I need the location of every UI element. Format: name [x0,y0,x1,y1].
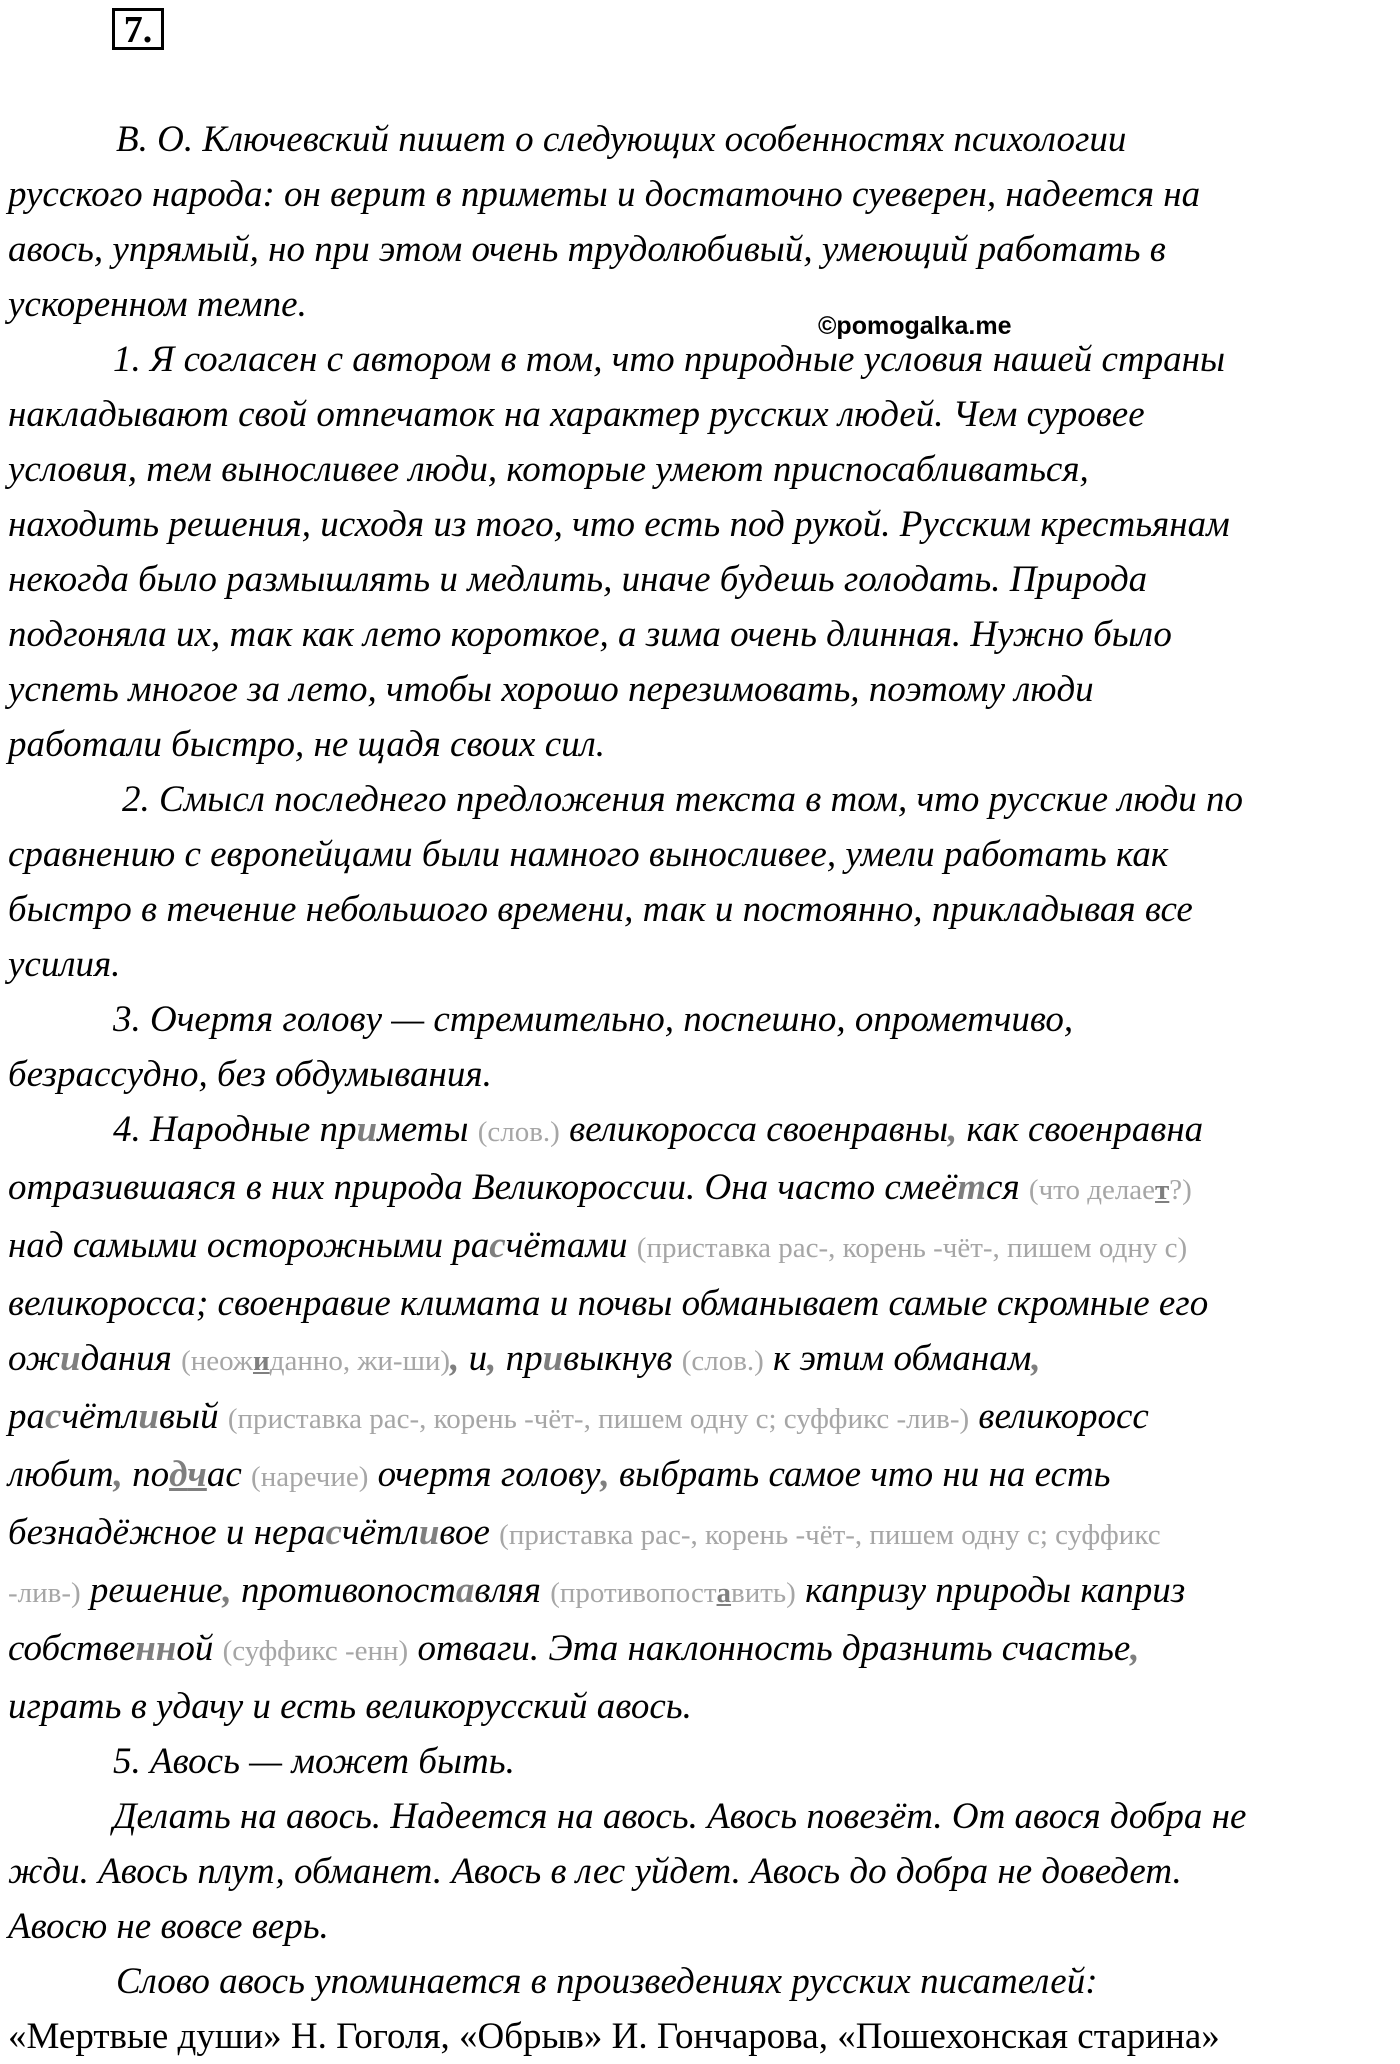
grammar-note: (противопоставить) [550,1577,796,1609]
grammar-note: (слов.) [477,1116,560,1148]
answer-text [8,112,1392,2064]
text-line: безрассудно, без обдумывания. [8,1054,492,1095]
text-line: ожидания (неожиданно, жи-ши), и, привыкнув (слов.) к этим обманам, [8,1338,1041,1379]
text-line: любит, подчас (наречие) очертя голову, выбрать самое что ни на есть [8,1454,1111,1495]
text-line: ускоренном темпе. [8,284,307,325]
grammar-note: (что делает?) [1028,1174,1192,1206]
watermark: ©pomogalka.me [818,312,1012,340]
grammar-note: (приставка рас-, корень -чёт-, пишем одну с) [636,1232,1188,1264]
text-line: работали быстро, не щадя своих сил. [8,724,606,765]
grammar-note: -лив-) [8,1577,81,1609]
text-line: отразившаяся в них природа Великороссии. Она часто смеётся (что делает?) [8,1167,1192,1208]
text-line: расчётливый (приставка рас-, корень -чёт-, пишем одну с; суффикс -лив-) великоросс [8,1396,1149,1437]
exercise-number: 7. [112,8,164,50]
text-line: безнадёжное и нерасчётливое (приставка рас-, корень -чёт-, пишем одну с; суффикс [8,1512,1161,1553]
text-line: 1. Я согласен с автором в том, что природные условия нашей страны [113,339,1226,380]
grammar-note: (суффикс -енн) [222,1635,409,1667]
text-line: великоросса; своенравие климата и почвы обманывает самые скромные его [8,1283,1209,1324]
text-line: Делать на авось. Надеется на авось. Авось повезёт. От авося добра не [113,1796,1247,1837]
text-line: «Мертвые души» Н. Гоголя, «Обрыв» И. Гончарова, «Пошехонская старина» [8,2016,1220,2057]
text-line: собственной (суффикс -енн) отваги. Эта наклонность дразнить счастье, [8,1628,1140,1669]
grammar-note: (приставка рас-, корень -чёт-, пишем одну с; суффикс -лив-) [227,1403,970,1435]
text-line: 5. Авось — может быть. [113,1741,515,1782]
text-line: играть в удачу и есть великорусский авось. [8,1686,692,1727]
grammar-note: (слов.) [681,1345,764,1377]
text-line: накладывают свой отпечаток на характер русских людей. Чем суровее [8,394,1145,435]
text-line: Авосю не вовсе верь. [8,1906,329,1947]
text-line: 3. Очертя голову — стремительно, поспешно, опрометчиво, [113,999,1074,1040]
text-line: 2. Смысл последнего предложения текста в том, что русские люди по [122,779,1244,820]
text-line: успеть многое за лето, чтобы хорошо перезимовать, поэтому люди [8,669,1094,710]
text-line: находить решения, исходя из того, что есть под рукой. Русским крестьянам [8,504,1230,545]
text-line: быстро в течение небольшого времени, так и постоянно, прикладывая все [8,889,1193,930]
text-line: 4. Народные приметы (слов.) великоросса своенравны, как своенравна [113,1109,1204,1150]
grammar-note: (наречие) [251,1461,369,1493]
text-line: Слово авось упоминается в произведениях русских писателей: [116,1961,1098,2002]
text-line: В. О. Ключевский пишет о следующих особенностях психологии [116,119,1127,160]
grammar-note: (приставка рас-, корень -чёт-, пишем одну с; суффикс [499,1519,1161,1551]
text-line: усилия. [8,944,121,985]
text-line: над самыми осторожными расчётами (приставка рас-, корень -чёт-, пишем одну с) [8,1225,1188,1266]
text-line: авось, упрямый, но при этом очень трудолюбивый, умеющий работать в [8,229,1166,270]
text-line: -лив-) решение, противопоставляя (противопоставить) капризу природы каприз [8,1570,1186,1611]
text-line: подгоняла их, так как лето короткое, а зима очень длинная. Нужно было [8,614,1172,655]
grammar-note: (неожиданно, жи-ши) [181,1345,451,1377]
text-line: сравнению с европейцами были намного выносливее, умели работать как [8,834,1169,875]
text-line: некогда было размышлять и медлить, иначе будешь голодать. Природа [8,559,1148,600]
text-line: жди. Авось плут, обманет. Авось в лес уйдет. Авось до добра не доведет. [8,1851,1182,1892]
text-line: русского народа: он верит в приметы и достаточно суеверен, надеется на [8,174,1201,215]
text-line: условия, тем выносливее люди, которые умеют приспосабливаться, [8,449,1089,490]
